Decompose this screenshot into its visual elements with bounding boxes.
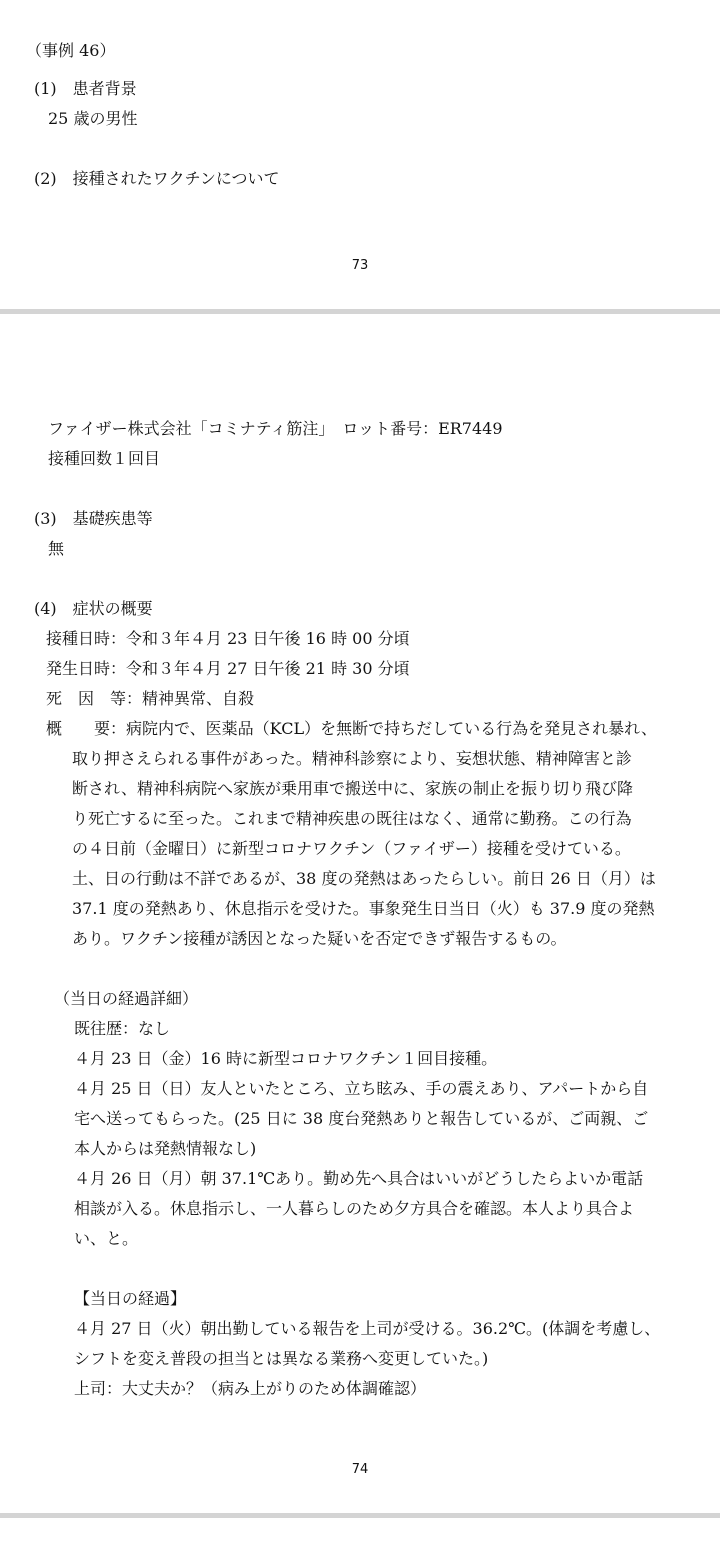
detail-line: ４月 26 日（月）朝 37.1℃あり。勤め先へ具合はいいがどうしたらよいか電話 — [74, 1169, 644, 1188]
section-4-title: (4) 症状の概要 — [34, 599, 153, 618]
detail-line: 宅へ送ってもらった。(25 日に 38 度台発熱ありと報告しているが、ご両親、ご — [74, 1109, 649, 1128]
onset-datetime: 発生日時：令和３年４月 27 日午後 21 時 30 分頃 — [46, 659, 410, 678]
page-number: 74 — [351, 1462, 369, 1477]
section-1-title: (1) 患者背景 — [34, 79, 137, 98]
detail-line: 相談が入る。休息指示し、一人暮らしのため夕方具合を確認。本人より具合よ — [74, 1199, 635, 1218]
page-divider — [0, 309, 720, 314]
day-line: ４月 27 日（火）朝出勤している報告を上司が受ける。36.2℃。(体調を考慮し、 — [74, 1319, 661, 1338]
detail-line: ４月 25 日（日）友人といたところ、立ち眩み、手の震えあり、アパートから自 — [74, 1079, 649, 1098]
dose-line: 接種回数１回目 — [48, 449, 161, 468]
summary-line: 37.1 度の発熱あり、休息指示を受けた。事象発生日当日（火）も 37.9 度の発熱 — [72, 899, 655, 918]
summary-line: の４日前（金曜日）に新型コロナワクチン（ファイザー）接種を受けている。 — [72, 839, 631, 858]
summary-line: 取り押さえられる事件があった。精神科診察により、妄想状態、精神障害と診 — [72, 749, 632, 768]
summary-line: 断され、精神科病院へ家族が乗用車で搬送中に、家族の制止を振り切り飛び降 — [72, 779, 633, 798]
vaccination-datetime: 接種日時：令和３年４月 23 日午後 16 時 00 分頃 — [46, 629, 410, 648]
document-page-74 — [0, 316, 720, 1512]
detail-title: （当日の経過詳細） — [54, 989, 199, 1008]
vaccine-line: ファイザー株式会社「コミナティ筋注」 ロット番号：ER7449 — [48, 419, 503, 438]
detail-line: ４月 23 日（金）16 時に新型コロナワクチン１回目接種。 — [74, 1049, 498, 1068]
detail-line: い、と。 — [74, 1229, 139, 1248]
detail-line: 本人からは発熱情報なし) — [74, 1139, 257, 1158]
section-2-title: (2) 接種されたワクチンについて — [34, 169, 280, 188]
detail-line: 既往歴：なし — [74, 1019, 171, 1038]
document-page-73 — [0, 0, 720, 308]
summary-line: 土、日の行動は不詳であるが、38 度の発熱はあったらしい。前日 26 日（月）は — [72, 869, 656, 888]
section-3-title: (3) 基礎疾患等 — [34, 509, 153, 528]
day-line: シフトを変え普段の担当とは異なる業務へ変更していた。) — [74, 1349, 489, 1368]
page-divider — [0, 1513, 720, 1518]
section-3-body: 無 — [48, 539, 65, 558]
cause-of-death: 死 因 等：精神異常、自殺 — [46, 689, 255, 708]
summary-line: 概 要：病院内で、医薬品（KCL）を無断で持ちだしている行為を発見され暴れ、 — [46, 719, 658, 738]
case-label: （事例 46） — [26, 41, 116, 60]
page-number: 73 — [351, 258, 369, 273]
summary-line: り死亡するに至った。これまで精神疾患の既往はなく、通常に勤務。この行為 — [72, 809, 632, 828]
summary-line: あり。ワクチン接種が誘因となった疑いを否定できず報告するもの。 — [72, 929, 567, 948]
section-1-body: 25 歳の男性 — [48, 109, 138, 128]
day-line: 上司：大丈夫か？（病み上がりのため体調確認） — [74, 1379, 427, 1398]
day-title: 【当日の経過】 — [74, 1289, 187, 1308]
